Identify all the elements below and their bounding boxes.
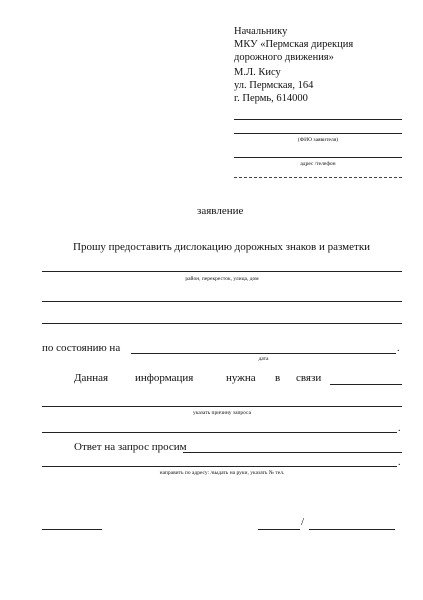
delivery-caption: направить по адресу: /выдать на руки, указать № тел.	[159, 470, 285, 476]
answer-period: .	[398, 457, 401, 468]
applicant-name-line-1[interactable]	[234, 119, 402, 120]
need-word-3: нужна	[226, 372, 256, 384]
reason-period: .	[398, 423, 401, 434]
state-label: по состоянию на	[42, 342, 121, 354]
applicant-name-caption: (ФИО заявителя)	[297, 137, 339, 143]
state-period: .	[397, 343, 400, 354]
recipient-org-line2: дорожного движения»	[234, 52, 334, 63]
location-extra-line-2[interactable]	[42, 323, 402, 324]
applicant-phone-line[interactable]	[234, 177, 402, 178]
reason-extra-line[interactable]	[42, 432, 397, 433]
state-date-line[interactable]	[131, 353, 396, 354]
location-extra-line-1[interactable]	[42, 301, 402, 302]
need-word-1: Данная	[74, 372, 109, 384]
signature-line[interactable]	[258, 529, 300, 530]
need-word-4: в	[275, 372, 281, 384]
need-word-5: связи	[296, 372, 322, 384]
applicant-address-caption: адрес /телефон	[300, 161, 336, 167]
applicant-address-line[interactable]	[234, 157, 402, 158]
answer-line-start[interactable]	[183, 452, 402, 453]
request-text: Прошу предоставить дислокацию дорожных знаков и разметки	[73, 241, 371, 253]
answer-line[interactable]	[42, 466, 397, 467]
recipient-org-line1: МКУ «Пермская дирекция	[234, 39, 354, 50]
recipient-title: Начальнику	[234, 26, 288, 37]
signature-slash: /	[301, 516, 305, 528]
location-line[interactable]	[42, 271, 402, 272]
recipient-name: М.Л. Кису	[234, 67, 281, 78]
date-signature-line[interactable]	[42, 529, 102, 530]
answer-label: Ответ на запрос просим	[74, 441, 187, 453]
signature-name-line[interactable]	[309, 529, 395, 530]
location-caption: район, перекресток, улица, дом	[185, 276, 259, 282]
recipient-street: ул. Пермская, 164	[234, 80, 314, 91]
date-caption: дата	[258, 356, 269, 362]
need-word-2: информация	[135, 372, 194, 384]
reason-line[interactable]	[42, 406, 402, 407]
applicant-name-line-2[interactable]	[234, 133, 402, 134]
recipient-city: г. Пермь, 614000	[234, 93, 308, 104]
document-title: заявление	[197, 205, 244, 217]
reason-line-start[interactable]	[330, 384, 402, 385]
reason-caption: указать причину запроса	[192, 410, 252, 416]
